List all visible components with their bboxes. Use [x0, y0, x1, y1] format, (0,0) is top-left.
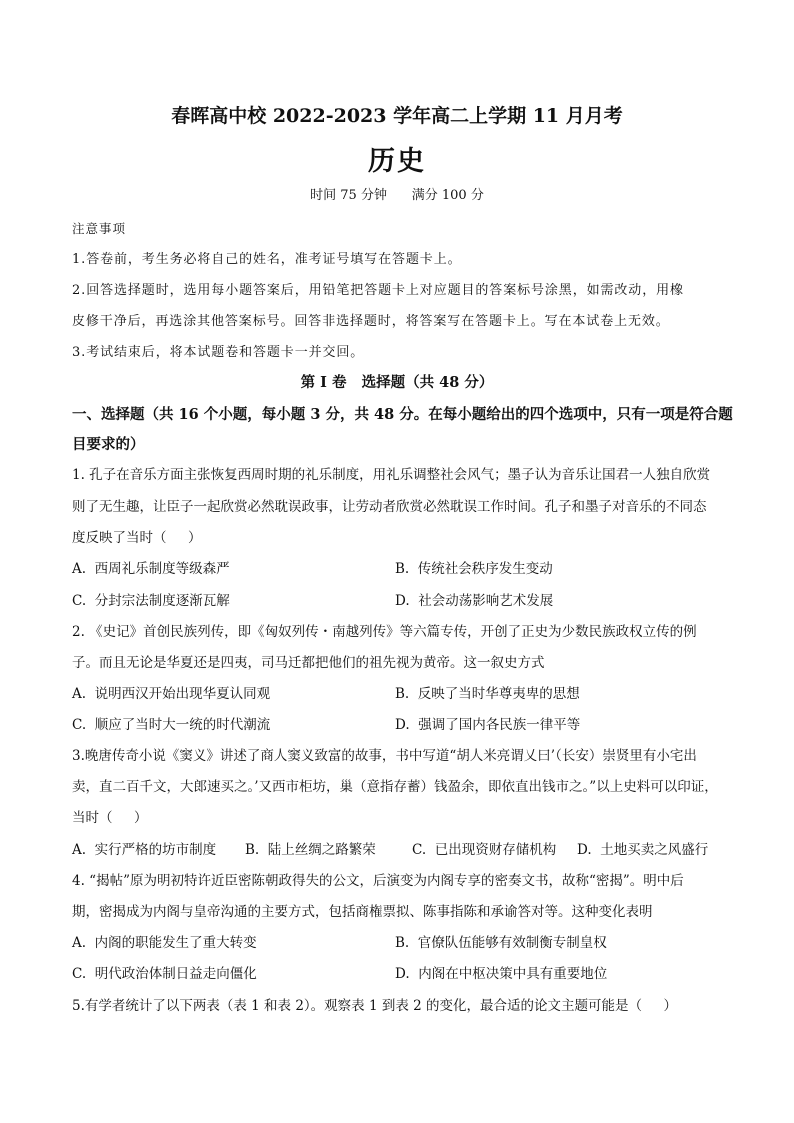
question-3-option-b: B. 陆上丝绸之路繁荣: [245, 842, 376, 858]
question-1-text: 则了无生趣，让臣子一起欣赏必然耽误政事，让劳动者欣赏必然耽误工作时间。孔子和墨子对音乐的不同态: [72, 499, 707, 515]
question-2-option-d: D. 强调了国内各民族一律平等: [395, 717, 581, 733]
question-2-text: 2. 《史记》首创民族列传，即《匈奴列传・南越列传》等六篇专传，开创了正史为少数民族政权立传的例: [72, 624, 697, 640]
question-4-text: 4. “揭帖”原为明初特许近臣密陈朝政得失的公文，后演变为内阁专享的密奏文书，故称“密揭”。明中后: [72, 873, 684, 889]
question-3-text: 卖，直二百千文，大郎速买之。’又西市柜坊，巢（意指存蓄）钱盈余，即依直出钱市之。”以上史料可以印证，: [72, 779, 718, 795]
question-1-text: 1. 孔子在音乐方面主张恢复西周时期的礼乐制度，用礼乐调整社会风气；墨子认为音乐让国君一人独自欣赏: [72, 467, 711, 483]
section-instruction: 一、选择题（共 16 个小题，每小题 3 分，共 48 分。在每小题给出的四个选项中，只有一项是符合题: [72, 406, 733, 423]
notes-heading: 注意事项: [72, 221, 127, 236]
question-5-text: 5.有学者统计了以下两表（表 1 和表 2）。观察表 1 到表 2 的变化，最合适的论文主题可能是（ ）: [72, 998, 677, 1014]
question-4-option-d: D. 内阁在中枢决策中具有重要地位: [395, 966, 608, 982]
question-3-option-c: C. 已出现资财存储机构: [412, 842, 557, 858]
question-1-option-a: A. 西周礼乐制度等级森严: [72, 561, 230, 577]
exam-title: 春晖高中校 2022-2023 学年高二上学期 11 月月考: [171, 105, 623, 127]
question-2-option-c: C. 顺应了当时大一统的时代潮流: [72, 717, 271, 733]
question-2-text: 子。而且无论是华夏还是四夷，司马迁都把他们的祖先视为黄帝。这一叙史方式: [72, 655, 545, 671]
question-2-option-b: B. 反映了当时华尊夷卑的思想: [395, 686, 580, 702]
subject-title: 历史: [368, 146, 426, 177]
question-3-text: 3.晚唐传奇小说《窦义》讲述了商人窦义致富的故事，书中写道“胡人米亮谓乂曰’（长安）崇贤里有小宅出: [72, 748, 697, 764]
question-1-option-d: D. 社会动荡影响艺术发展: [395, 593, 554, 609]
note-item: 皮修干净后，再选涂其他答案标号。回答非选择题时，将答案写在答题卡上。写在本试卷上无效。: [72, 314, 670, 329]
question-4-option-a: A. 内阁的职能发生了重大转变: [72, 935, 257, 951]
section-instruction: 目要求的）: [72, 436, 145, 453]
note-item: 2.回答选择题时，选用每小题答案后，用铅笔把答题卡上对应题目的答案标号涂黑，如需改动，用橡: [72, 283, 684, 298]
question-3-option-d: D. 土地买卖之风盛行: [577, 842, 709, 858]
part1-heading: 第 I 卷 选择题（共 48 分）: [300, 374, 494, 391]
note-item: 3.考试结束后，将本试题卷和答题卡一并交回。: [72, 345, 365, 360]
question-1-text: 度反映了当时（ ）: [72, 530, 202, 546]
question-2-option-a: A. 说明西汉开始出现华夏认同观: [72, 686, 271, 702]
time-info: 时间 75 分钟 满分 100 分: [310, 188, 484, 203]
question-1-option-b: B. 传统社会秩序发生变动: [395, 561, 553, 577]
question-4-option-c: C. 明代政治体制日益走向僵化: [72, 966, 257, 982]
question-3-text: 当时（ ）: [72, 810, 148, 826]
question-4-option-b: B. 官僚队伍能够有效制衡专制皇权: [395, 935, 607, 951]
question-3-option-a: A. 实行严格的坊市制度: [72, 842, 217, 858]
question-1-option-c: C. 分封宗法制度逐渐瓦解: [72, 593, 230, 609]
question-4-text: 期，密揭成为内阁与皇帝沟通的主要方式，包括商権票拟、陈事指陈和承谕答对等。这种变化表明: [72, 904, 653, 920]
note-item: 1.答卷前，考生务必将自己的姓名，准考证号填写在答题卡上。: [72, 252, 462, 267]
